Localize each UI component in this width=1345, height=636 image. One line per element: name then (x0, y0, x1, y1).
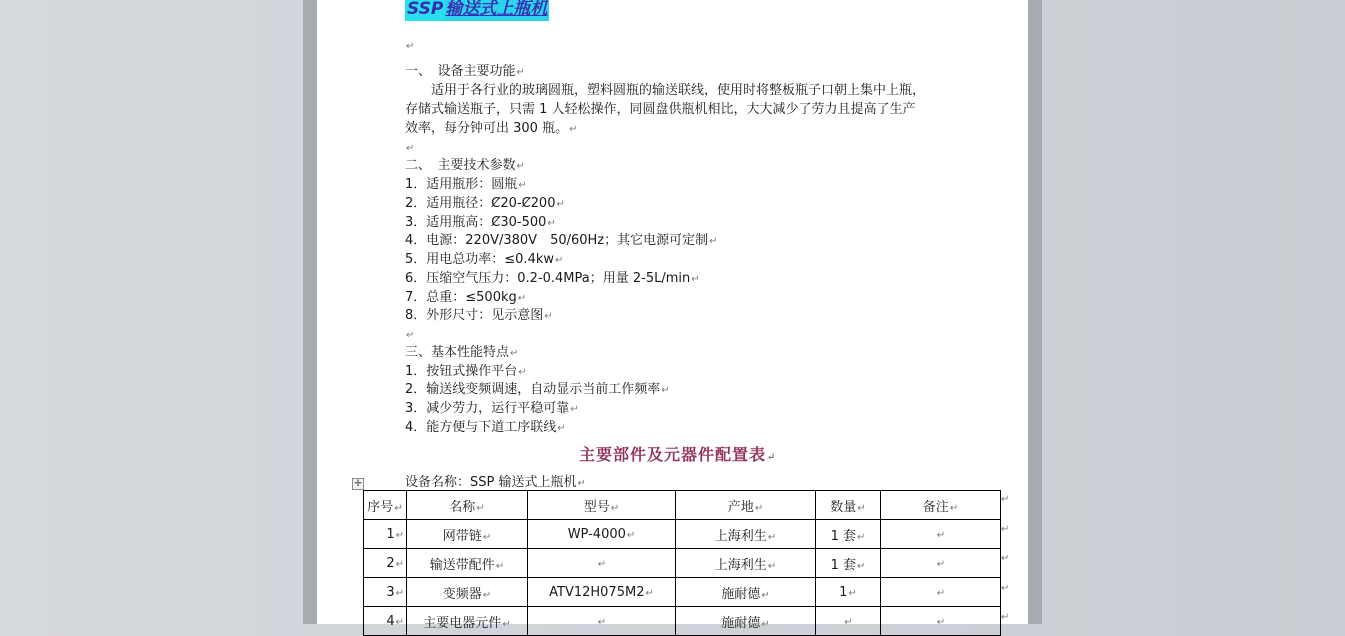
table-cell: 变频器↵ (407, 578, 528, 607)
table-cell: 网带链↵ (407, 520, 528, 549)
table-title: 主要部件及元器件配置表↵ (579, 445, 777, 464)
header-cell: 数量↵ (816, 491, 881, 520)
row-end-mark: ↵ (1001, 524, 1010, 535)
config-table (363, 490, 1001, 636)
table-cell: 1↵ (364, 520, 407, 549)
row-end-mark: ↵ (1001, 494, 1010, 505)
table-cell: 输送带配件↵ (407, 549, 528, 578)
section1-heading: 一、 设备主要功能↵ (405, 64, 525, 79)
header-cell: 名称↵ (407, 491, 528, 520)
table-cell: ↵ (528, 607, 676, 636)
section3-heading: 三、基本性能特点↵ (405, 345, 519, 360)
table-cell: ↵ (881, 607, 1001, 636)
param-item: 7．总重：≤500kg↵ (405, 290, 527, 305)
param-item: 4．电源：220V/380V 50/60Hz；其它电源可定制↵ (405, 233, 718, 248)
table-cell: ↵ (881, 549, 1001, 578)
empty-paragraph: ↵ (406, 41, 415, 52)
table-cell: WP-4000↵ (528, 520, 676, 549)
table-cell: ↵ (881, 578, 1001, 607)
table-cell: 上海利生↵ (676, 549, 816, 578)
table-header-row (364, 491, 1001, 520)
section1-line1: 适用于各行业的玻璃圆瓶，塑料圆瓶的输送联线，使用时将整板瓶子口朝上集中上瓶， (405, 83, 926, 98)
table-cell: ATV12H075M2↵ (528, 578, 676, 607)
document-page[interactable] (317, 0, 1028, 631)
row-end-mark: ↵ (1001, 612, 1010, 623)
param-item: 3．适用瓶高：Ȼ30-500↵ (405, 215, 556, 230)
title-main: 输送式上瓶机 (445, 0, 548, 19)
empty-paragraph: ↵ (406, 330, 415, 341)
row-end-mark: ↵ (1001, 553, 1010, 564)
param-item: 8．外形尺寸：见示意图↵ (405, 308, 553, 323)
page-shadow-left (303, 0, 317, 624)
table-cell: ↵ (881, 520, 1001, 549)
device-name-line: 设备名称：SSP 输送式上瓶机↵ (405, 475, 586, 490)
param-item: 6．压缩空气压力：0.2-0.4MPa；用量 2-5L/min↵ (405, 271, 700, 286)
table-cell: 施耐德↵ (676, 578, 816, 607)
table-cell: 1↵ (816, 578, 881, 607)
table-cell: 施耐德↵ (676, 607, 816, 636)
title-prefix: SSP (407, 0, 444, 19)
table-cell: 2↵ (364, 549, 407, 578)
table-cell: 1 套↵ (816, 520, 881, 549)
table-cell: ↵ (528, 549, 676, 578)
table-cell: 4↵ (364, 607, 407, 636)
table-row (364, 578, 1001, 607)
table-row (364, 520, 1001, 549)
table-cell: 3↵ (364, 578, 407, 607)
section1-line3: 效率，每分钟可出 300 瓶。↵ (405, 121, 578, 136)
section1-line2: 存储式输送瓶子，只需 1 人轻松操作，同圆盘供瓶机相比，大大减少了劳力且提高了生产 (405, 102, 916, 117)
page-shadow-right (1028, 0, 1042, 624)
param-item: 1．适用瓶形：圆瓶↵ (405, 177, 527, 192)
header-cell: 型号↵ (528, 491, 676, 520)
feature-item: 2．输送线变频调速，自动显示当前工作频率↵ (405, 382, 670, 397)
header-cell: 备注↵ (881, 491, 1001, 520)
table-cell: 上海利生↵ (676, 520, 816, 549)
table-cell: 主要电器元件↵ (407, 607, 528, 636)
param-item: 5．用电总功率：≤0.4kw↵ (405, 252, 564, 267)
table-cell: ↵ (816, 607, 881, 636)
feature-item: 4．能方便与下道工序联线↵ (405, 420, 566, 435)
document-title (405, 0, 549, 19)
table-row (364, 549, 1001, 578)
row-end-mark: ↵ (1001, 583, 1010, 594)
param-item: 2．适用瓶径：Ȼ20-Ȼ200↵ (405, 196, 565, 211)
header-cell: 序号↵ (364, 491, 407, 520)
table-move-handle-icon[interactable]: ✛ (352, 478, 364, 490)
table-row (364, 607, 1001, 636)
table-cell: 1 套↵ (816, 549, 881, 578)
feature-item: 3．减少劳力，运行平稳可靠↵ (405, 401, 579, 416)
feature-item: 1．按钮式操作平台↵ (405, 364, 527, 379)
empty-paragraph: ↵ (406, 143, 415, 154)
section2-heading: 二、 主要技术参数↵ (405, 158, 525, 173)
header-cell: 产地↵ (676, 491, 816, 520)
